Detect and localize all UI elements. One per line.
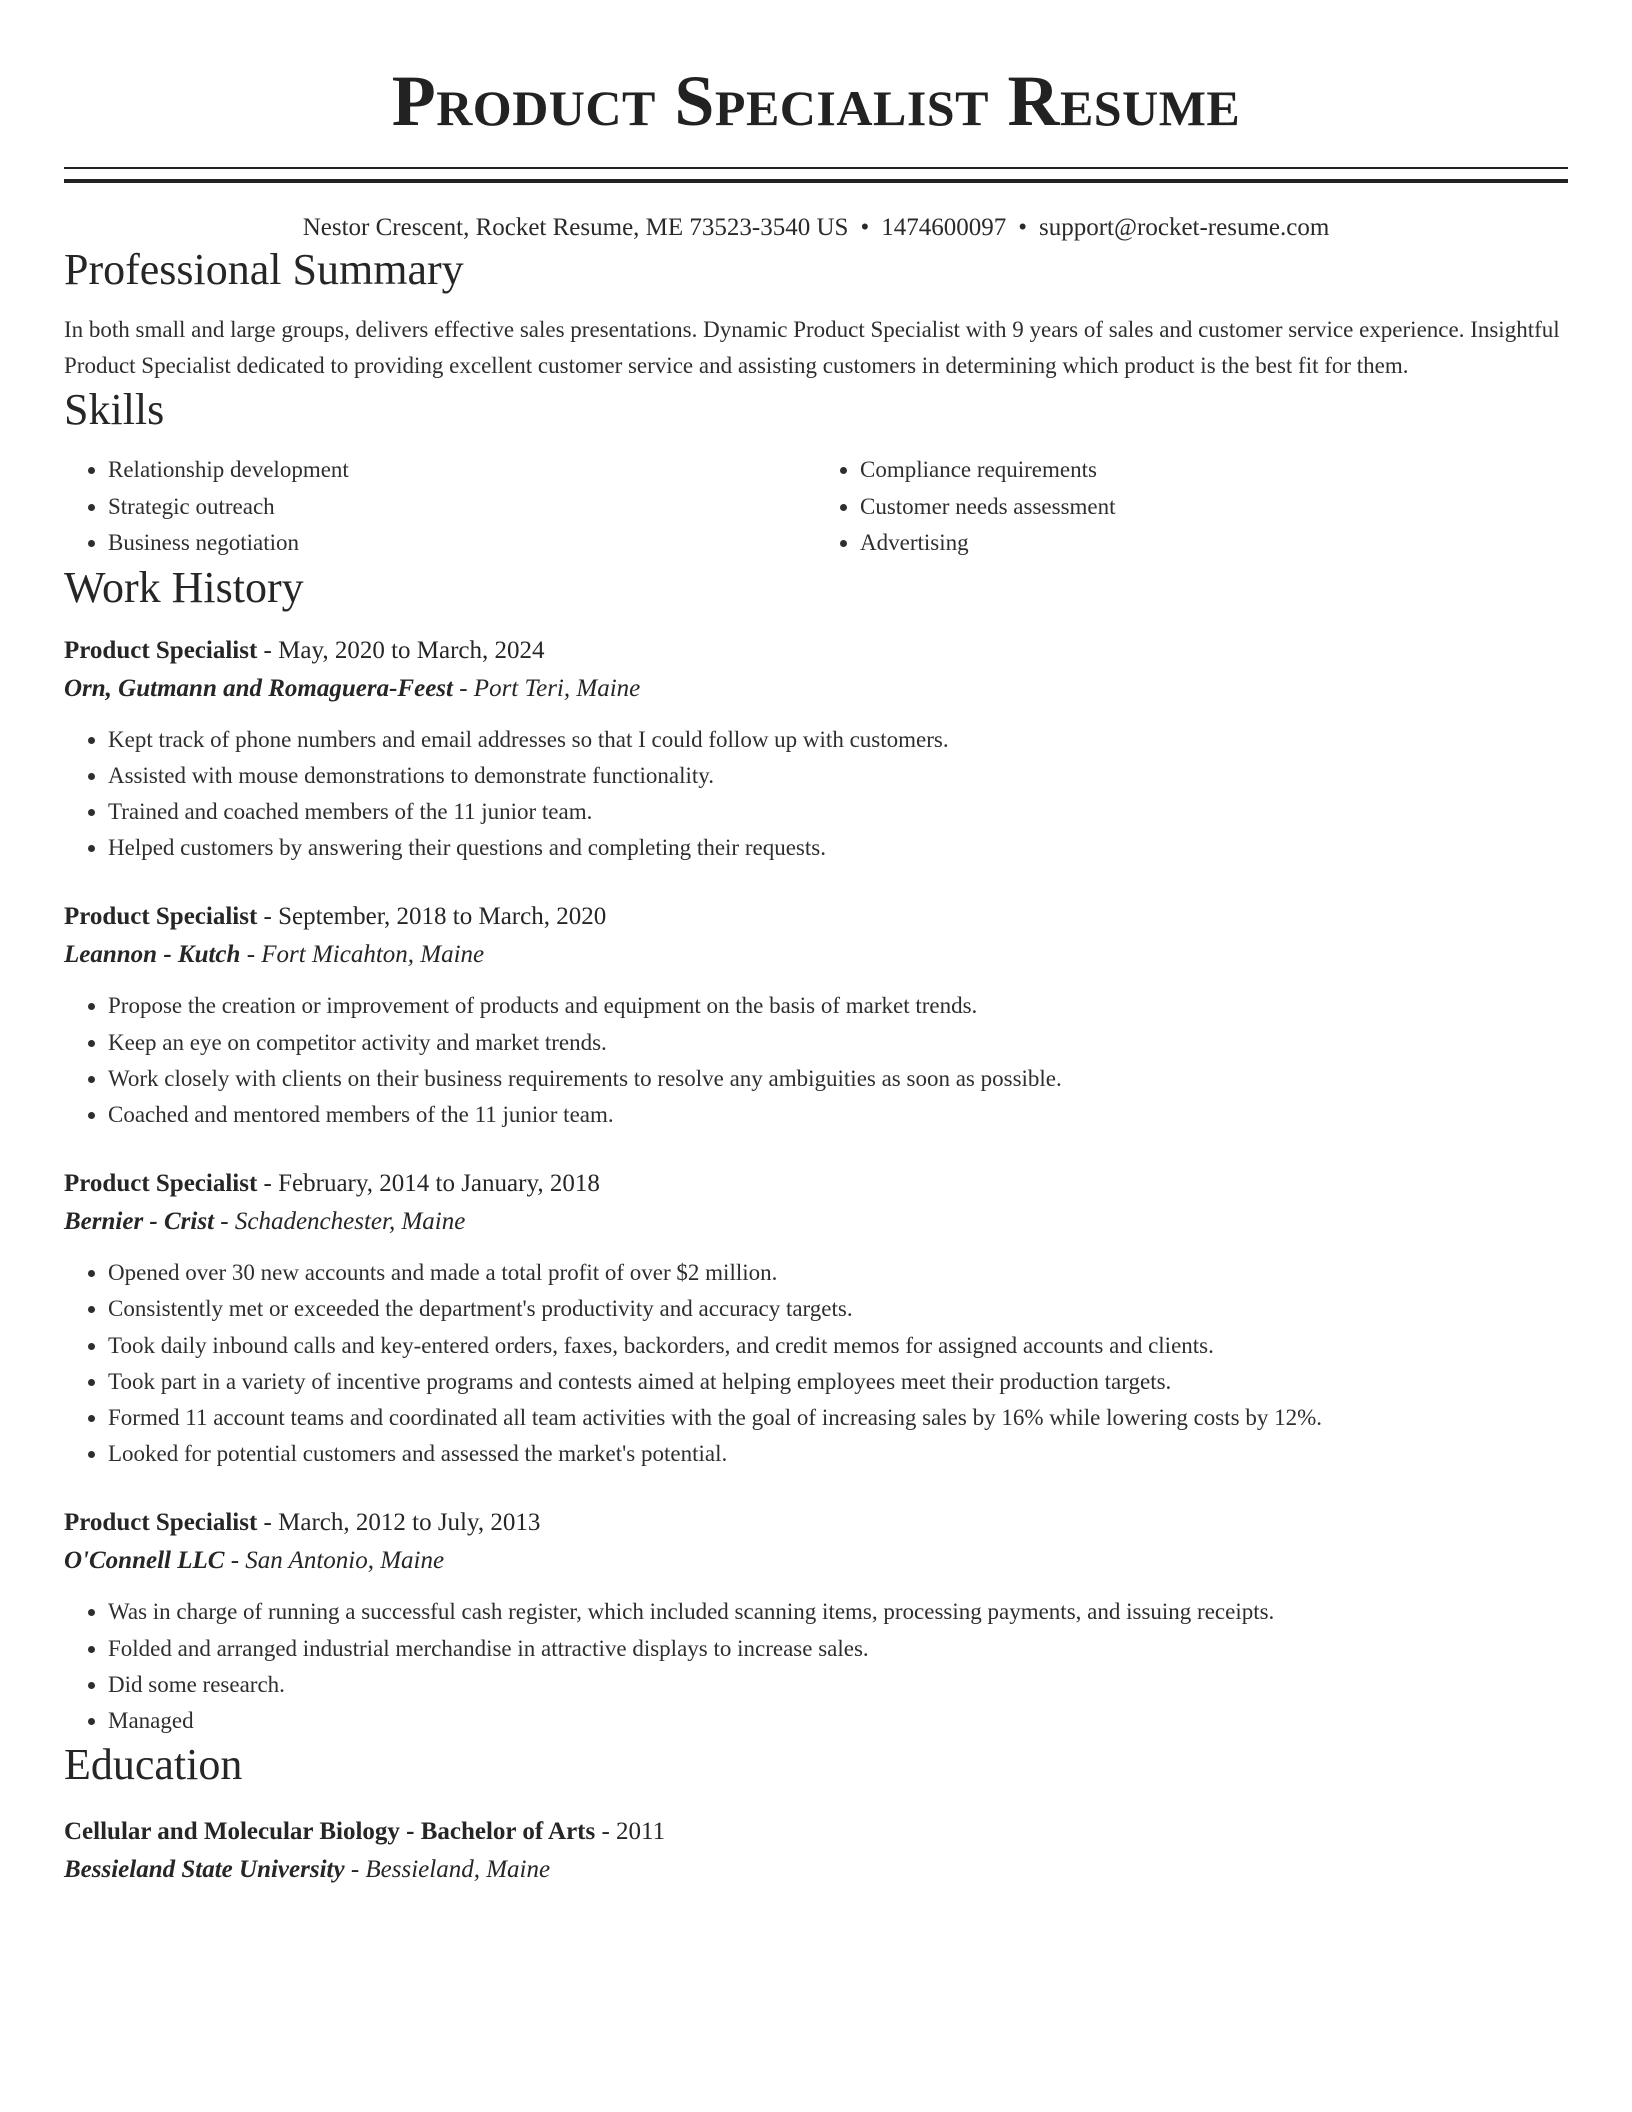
job-entry xyxy=(64,1165,1568,1472)
job-dates: - March, 2012 to July, 2013 xyxy=(257,1509,541,1537)
job-bullets xyxy=(64,1255,1568,1472)
job-entry xyxy=(64,898,1568,1133)
education-school: Bessieland State University xyxy=(64,1856,345,1884)
skill-item: • Customer needs assessment xyxy=(860,489,1568,526)
skill-item: • Compliance requirements xyxy=(860,452,1568,489)
job-bullet: • Keep an eye on competitor activity and market trends. xyxy=(108,1025,1568,1061)
job-bullet: • Looked for potential customers and assessed the market's potential. xyxy=(108,1436,1568,1472)
skills-column-right xyxy=(816,452,1568,562)
skill-item: • Advertising xyxy=(860,525,1568,562)
education-location: - Bessieland, Maine xyxy=(344,1856,551,1884)
contact-email: support@rocket-resume.com xyxy=(1039,214,1330,241)
contact-separator: • xyxy=(1018,214,1027,241)
summary-text: In both small and large groups, delivers effective sales presentations. Dynamic Product Specialist with 9 years of sales and customer service experience. Insightful Product Specialist dedicated to providing excellent customer service and assisting customers in determining which product is the best fit for them. xyxy=(64,317,1560,378)
job-title: Product Specialist xyxy=(64,636,258,664)
job-company: Bernier - Crist xyxy=(64,1208,215,1236)
job-title: Product Specialist xyxy=(64,1170,258,1198)
job-bullet: • Work closely with clients on their business requirements to resolve any ambiguities as soon as possible. xyxy=(108,1061,1568,1097)
job-bullet: • Helped customers by answering their questions and completing their requests. xyxy=(108,830,1568,866)
job-bullet: • Kept track of phone numbers and email addresses so that I could follow up with customers. xyxy=(108,722,1568,758)
resume-title: Product Specialist Resume xyxy=(391,61,1241,141)
job-entry xyxy=(64,632,1568,867)
skills-heading: Skills xyxy=(64,385,165,434)
job-company-line xyxy=(64,1542,1568,1580)
contact-phone: 1474600097 xyxy=(881,214,1007,241)
job-bullet: • Took part in a variety of incentive programs and contests aimed at helping employees meet their production targets. xyxy=(108,1364,1568,1400)
job-bullet: • Assisted with mouse demonstrations to demonstrate functionality. xyxy=(108,758,1568,794)
job-bullet: • Took daily inbound calls and key-entered orders, faxes, backorders, and credit memos for assigned accounts and clients. xyxy=(108,1328,1568,1364)
job-company-line xyxy=(64,670,1568,708)
job-location: - Schadenchester, Maine xyxy=(214,1208,466,1236)
job-bullet: • Did some research. xyxy=(108,1667,1568,1703)
education-school-line xyxy=(64,1851,1568,1889)
contact-line xyxy=(64,212,1568,244)
contact-separator: • xyxy=(860,214,870,241)
skill-item: • Relationship development xyxy=(108,452,816,489)
job-location: - Fort Micahton, Maine xyxy=(240,941,485,969)
job-dates: - September, 2018 to March, 2020 xyxy=(257,903,607,931)
work-history-heading: Work History xyxy=(64,562,304,612)
skill-item: • Business negotiation xyxy=(108,525,816,562)
job-company-line xyxy=(64,1203,1568,1241)
job-title-line xyxy=(64,1165,1568,1203)
job-bullet: • Propose the creation or improvement of products and equipment on the basis of market trends. xyxy=(108,988,1568,1024)
job-bullets xyxy=(64,722,1568,867)
job-bullet: • Trained and coached members of the 11 junior team. xyxy=(108,794,1568,830)
job-bullet: • Formed 11 account teams and coordinated all team activities with the goal of increasing sales by 16% while lowering costs by 12%. xyxy=(108,1400,1568,1436)
summary-heading: Professional Summary xyxy=(64,245,464,294)
job-title-line xyxy=(64,898,1568,936)
job-bullet: • Folded and arranged industrial merchandise in attractive displays to increase sales. xyxy=(108,1631,1568,1667)
job-bullet: • Coached and mentored members of the 11 junior team. xyxy=(108,1097,1568,1133)
contact-address: Nestor Crescent, Rocket Resume, ME 73523-3540 US xyxy=(302,214,849,241)
job-company: O'Connell LLC xyxy=(64,1547,225,1575)
job-company: Orn, Gutmann and Romaguera-Feest xyxy=(64,674,453,702)
education-degree: Cellular and Molecular Biology - Bachelor of Arts xyxy=(64,1818,596,1846)
skills-grid xyxy=(64,452,1568,562)
skill-item: • Strategic outreach xyxy=(108,489,816,526)
education-heading: Education xyxy=(64,1740,243,1790)
job-bullet: • Opened over 30 new accounts and made a total profit of over $2 million. xyxy=(108,1255,1568,1291)
job-bullets xyxy=(64,1594,1568,1739)
job-company: Leannon - Kutch xyxy=(64,941,241,969)
education-entry xyxy=(64,1813,1568,1889)
job-title: Product Specialist xyxy=(64,903,258,931)
education-year: - 2011 xyxy=(595,1818,666,1846)
job-dates: - February, 2014 to January, 2018 xyxy=(257,1170,600,1198)
job-title-line xyxy=(64,632,1568,670)
job-title: Product Specialist xyxy=(64,1509,258,1537)
education-degree-line xyxy=(64,1813,1568,1851)
job-location: - Port Teri, Maine xyxy=(452,674,641,702)
job-entry xyxy=(64,1504,1568,1739)
skills-column-left xyxy=(64,452,816,562)
title-divider xyxy=(64,167,1568,183)
job-bullet: • Was in charge of running a successful cash register, which included scanning items, processing payments, and issuing receipts. xyxy=(108,1594,1568,1630)
job-bullet: • Consistently met or exceeded the department's productivity and accuracy targets. xyxy=(108,1291,1568,1327)
job-location: - San Antonio, Maine xyxy=(224,1547,445,1575)
job-title-line xyxy=(64,1504,1568,1542)
job-bullet: • Managed xyxy=(108,1703,1568,1739)
job-dates: - May, 2020 to March, 2024 xyxy=(257,636,545,664)
job-bullets xyxy=(64,988,1568,1133)
job-company-line xyxy=(64,936,1568,974)
